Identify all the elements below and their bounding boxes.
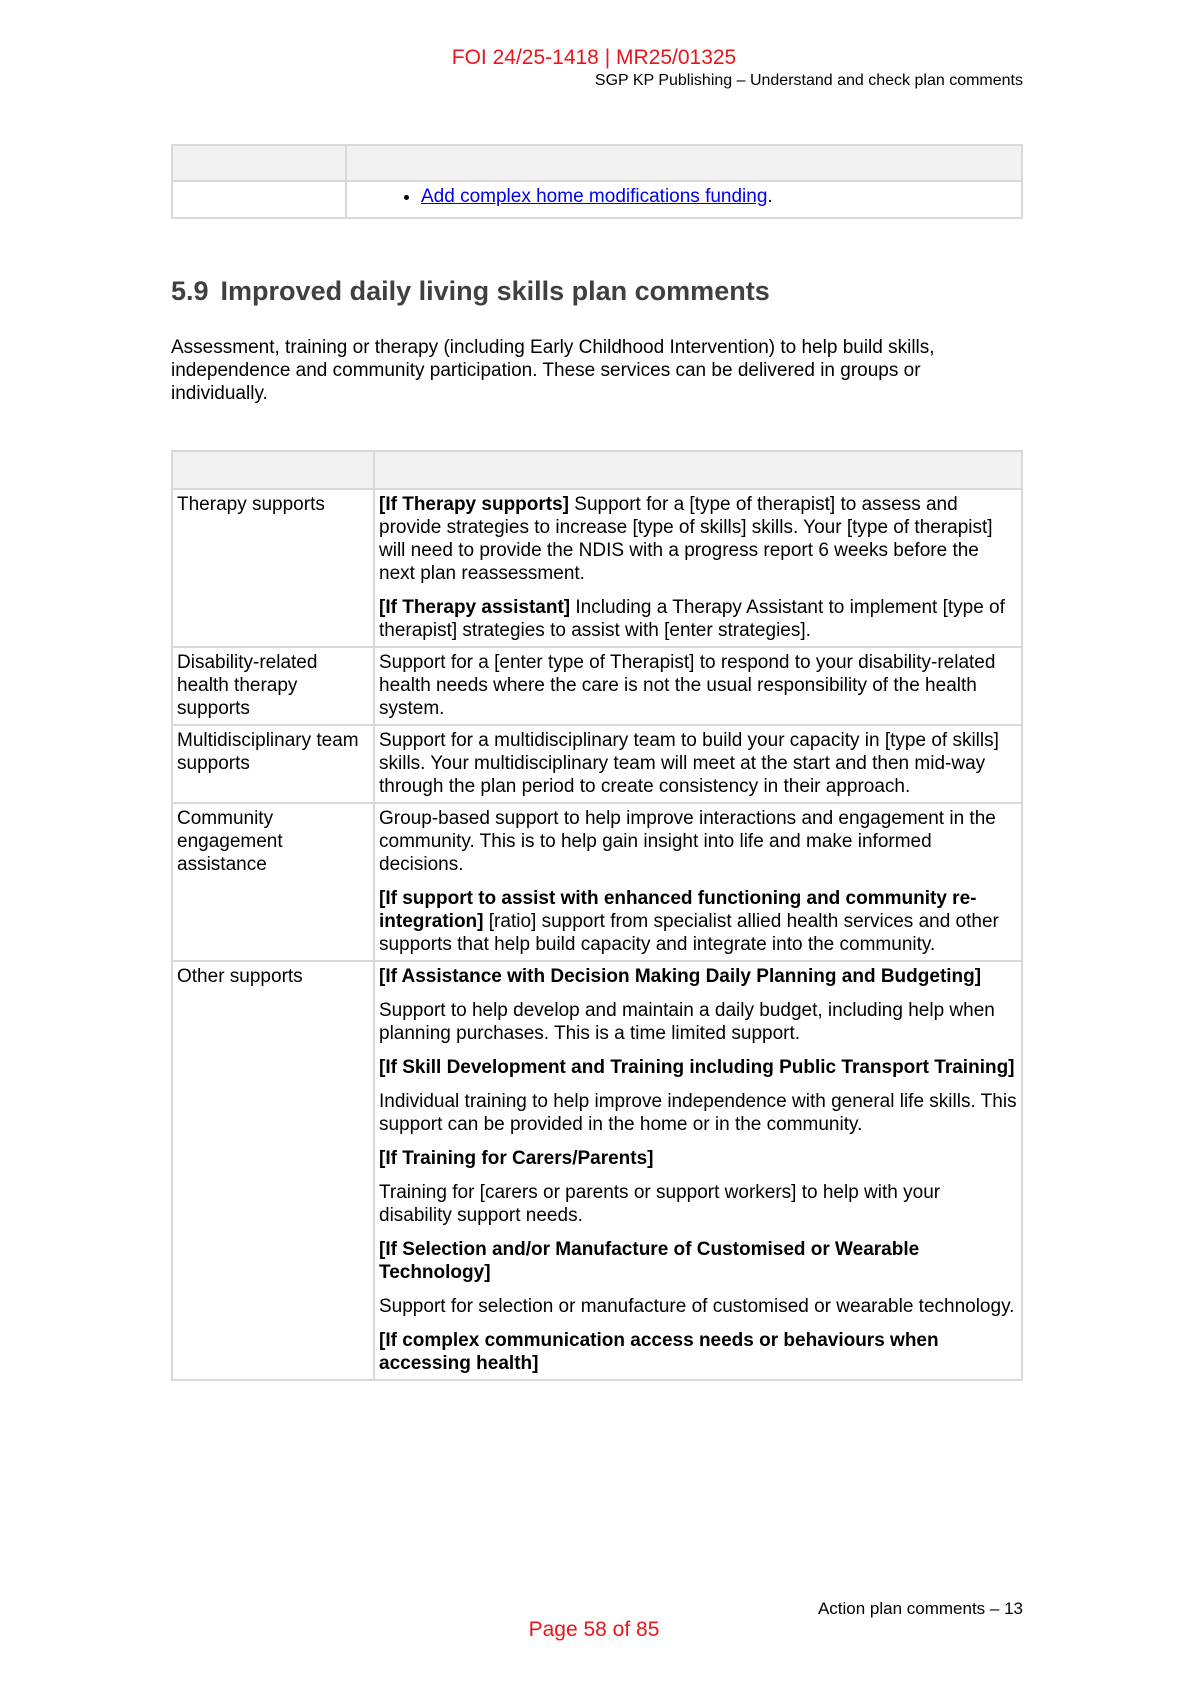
condition-label: [If support to assist with enhanced functioning and community re-integration]	[379, 888, 977, 932]
comment-paragraph	[379, 999, 1017, 1045]
comment-paragraph	[379, 1056, 1017, 1079]
support-category-cell: Disability-related health therapy supports	[172, 647, 374, 725]
comment-text: Support for a multidisciplinary team to build your capacity in [type of skills] skills. Your multidisciplinary team will meet at the start and then mid-way through the plan period to create consistency in their approach.	[379, 730, 999, 797]
plan-comment-cell	[374, 647, 1022, 725]
comment-paragraph	[379, 1090, 1017, 1136]
comment-text: Group-based support to help improve interactions and engagement in the community. This is to help gain insight into life and make informed decisions.	[379, 808, 996, 875]
section-intro: Assessment, training or therapy (including Early Childhood Intervention) to help build skills, independence and community participation. These services can be delivered in groups or individually.	[171, 337, 935, 404]
condition-label: [If Selection and/or Manufacture of Customised or Wearable Technology]	[379, 1239, 920, 1283]
table-header-row	[172, 451, 1022, 489]
link-suffix: .	[767, 186, 773, 207]
section-page-label: Action plan comments – 13	[817, 1599, 1023, 1618]
support-category-cell: Multidisciplinary team supports	[172, 725, 374, 803]
comment-paragraph	[379, 1181, 1017, 1227]
comment-text: [ratio] support from specialist allied health services and other supports that help build capacity and integrate into the community.	[379, 911, 999, 955]
comment-text: Individual training to help improve independence with general life skills. This support can be provided in the home or in the community.	[379, 1091, 1017, 1135]
bullet-item	[421, 185, 1021, 208]
comment-paragraph	[379, 965, 1017, 988]
comment-text: Support for a [type of therapist] to assess and provide strategies to increase [type of skills] skills. Your [type of therapist] will need to provide the NDIS with a progress report 6 weeks before the next plan reassessment.	[379, 494, 993, 584]
foi-reference: FOI 24/25-1418 | MR25/01325	[451, 46, 737, 69]
comment-paragraph	[379, 596, 1017, 642]
plan-comment-cell	[374, 725, 1022, 803]
top-table-header-cell	[346, 145, 1022, 181]
comment-paragraph	[379, 651, 1017, 720]
document-header: SGP KP Publishing – Understand and check plan comments	[594, 72, 1023, 89]
comment-text: Support for a [enter type of Therapist] to respond to your disability-related health needs where the care is not the usual responsibility of the health system.	[379, 652, 996, 719]
top-table-row	[172, 181, 1022, 218]
plan-comments-table	[171, 450, 1023, 1381]
comment-paragraph	[379, 887, 1017, 956]
comment-paragraph	[379, 729, 1017, 798]
table-row	[172, 803, 1022, 961]
section-number: 5.9	[171, 276, 209, 306]
support-category-cell: Other supports	[172, 961, 374, 1380]
bullet-list	[347, 185, 1021, 208]
top-table-header-row	[172, 145, 1022, 181]
condition-label: [If Assistance with Decision Making Daily Planning and Budgeting]	[379, 966, 982, 987]
table-row	[172, 489, 1022, 647]
comment-text: Including a Therapy Assistant to implement [type of therapist] strategies to assist with [enter strategies].	[379, 597, 1005, 641]
condition-label: [If Skill Development and Training including Public Transport Training]	[379, 1057, 1015, 1078]
top-table-header-cell	[172, 145, 346, 181]
comment-text: Support to help develop and maintain a daily budget, including help when planning purchases. This is a time limited support.	[379, 1000, 995, 1044]
comment-paragraph	[379, 493, 1017, 585]
table-row	[172, 647, 1022, 725]
comment-paragraph	[379, 1295, 1017, 1318]
condition-label: [If complex communication access needs or behaviours when accessing health]	[379, 1330, 939, 1374]
top-table-cell	[172, 181, 346, 218]
table-row	[172, 725, 1022, 803]
plan-comment-cell	[374, 803, 1022, 961]
support-category-cell: Community engagement assistance	[172, 803, 374, 961]
section-title: Improved daily living skills plan comments	[220, 276, 770, 306]
top-table	[171, 144, 1023, 219]
comment-paragraph	[379, 1329, 1017, 1375]
plan-comment-cell	[374, 961, 1022, 1380]
comment-paragraph	[379, 807, 1017, 876]
comment-paragraph	[379, 1147, 1017, 1170]
condition-label: [If Therapy assistant]	[379, 597, 571, 618]
comment-text: Support for selection or manufacture of customised or wearable technology.	[379, 1296, 1015, 1317]
plan-comment-cell	[374, 489, 1022, 647]
support-category-cell: Therapy supports	[172, 489, 374, 647]
comment-paragraph	[379, 1238, 1017, 1284]
complex-home-modifications-link[interactable]: Add complex home modifications funding	[421, 186, 768, 207]
table-row	[172, 961, 1022, 1380]
condition-label: [If Therapy supports]	[379, 494, 570, 515]
top-table-cell	[346, 181, 1022, 218]
section-heading	[171, 276, 770, 307]
table-header-cell	[374, 451, 1022, 489]
table-header-cell	[172, 451, 374, 489]
condition-label: [If Training for Carers/Parents]	[379, 1148, 654, 1169]
comment-text: Training for [carers or parents or support workers] to help with your disability support needs.	[379, 1182, 941, 1226]
page-number: Page 58 of 85	[528, 1618, 660, 1641]
